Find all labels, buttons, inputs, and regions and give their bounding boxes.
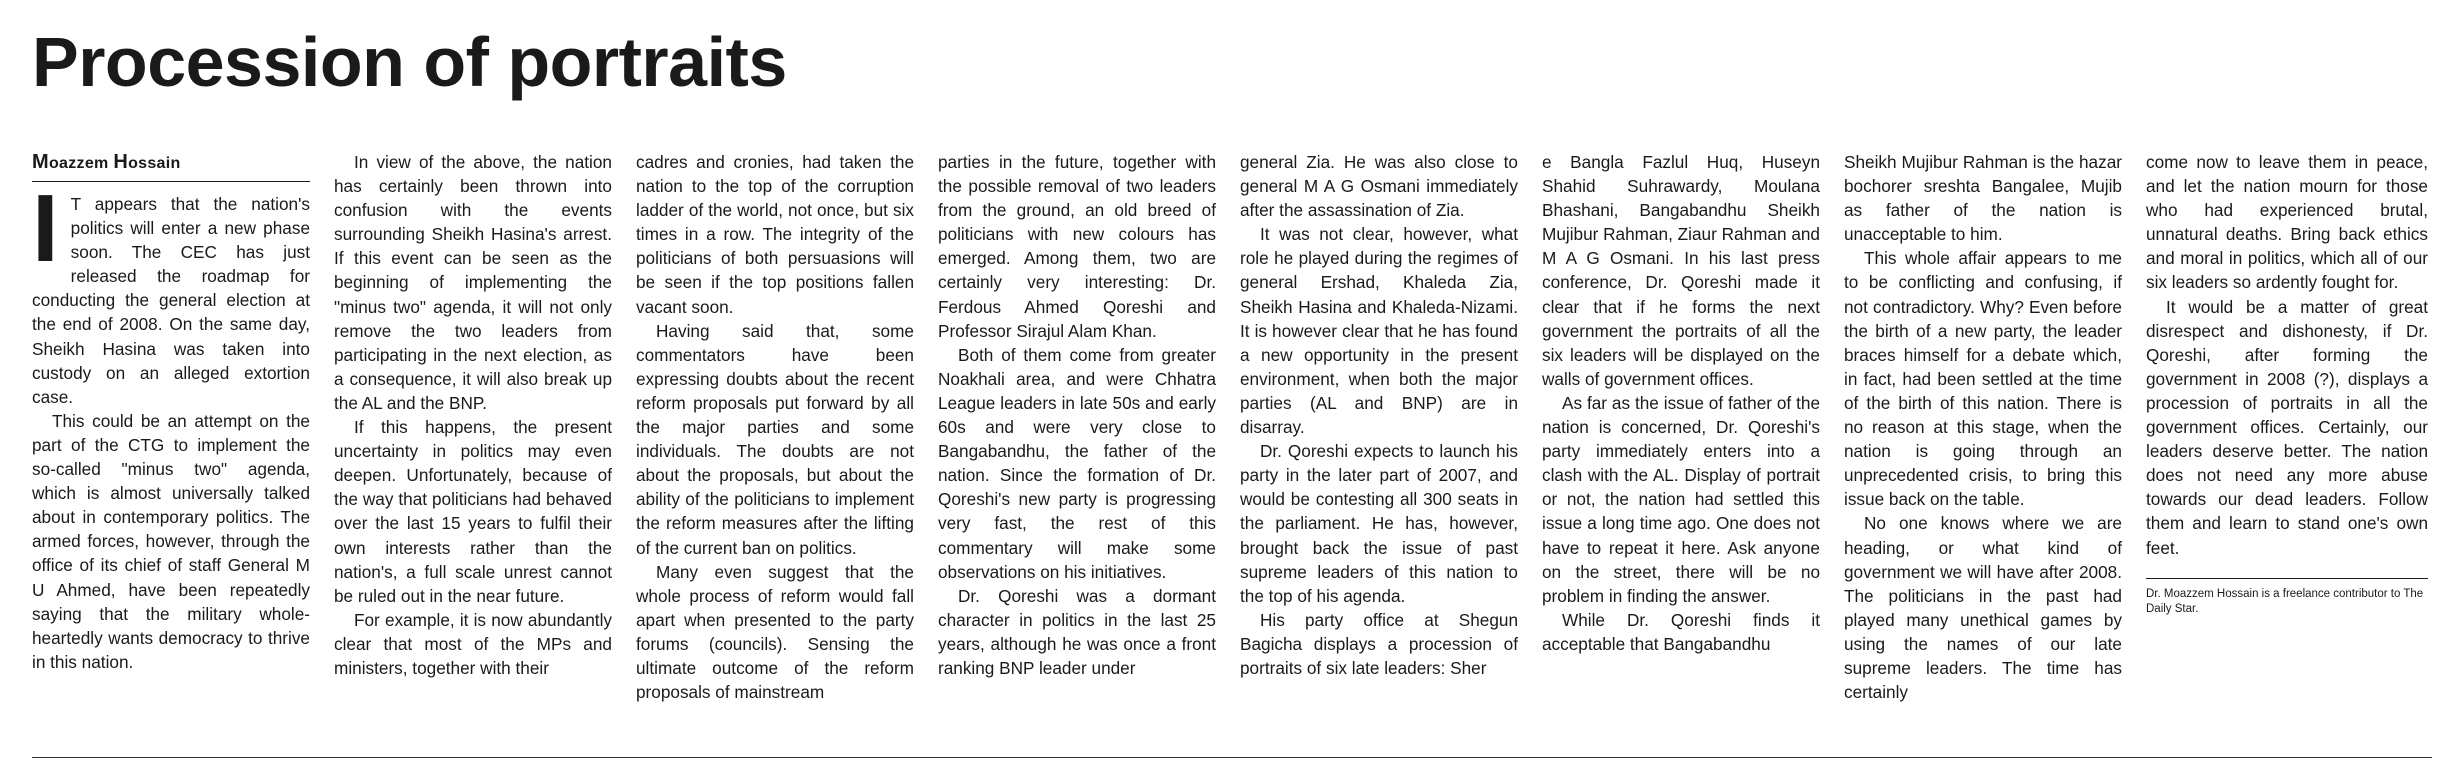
paragraph: This whole affair appears to me to be conflicting and confusing, if not contradictory. Why? Even before the birth of a new party, the leader braces himself for a debate which, in fact, had been settled at the time of the birth of this nation. There is no reason at this stage, when the nation is going through an unprecedented crisis, to bring this issue back on the table. — [1844, 248, 2122, 510]
article-column-3 — [636, 150, 914, 745]
paragraph: In view of the above, the nation has certainly been thrown into confusion with the events surrounding Sheikh Hasina's arrest. If this event can be seen as the beginning of implementing the "minus two" agenda, it will not only remove the two leaders from participating in the next election, as a consequence, it will also break up the AL and the BNP. — [334, 152, 612, 413]
article-column-6 — [1542, 150, 1820, 745]
byline-text: oazzem — [48, 155, 109, 172]
paragraph: As far as the issue of father of the nation is concerned, Dr. Qoreshi's party immediately enters into a clash with the AL. Display of portrait or not, the nation had settled this issue a long time ago. One does not have to repeat it here. Ask anyone on the street, there will be no problem in finding the answer. — [1542, 392, 1820, 606]
byline-text: ossain — [128, 155, 181, 172]
author-note: Dr. Moazzem Hossain is a freelance contributor to The Daily Star. — [2146, 578, 2428, 617]
bottom-rule — [32, 757, 2432, 758]
article-column-8 — [2146, 150, 2428, 745]
paragraph: It was not clear, however, what role he played during the regimes of general Ershad, Khaleda Zia, Sheikh Hasina and Khaleda-Nizami. It is however clear that he has found a new opportunity in the present environment, when both the major parties (AL and BNP) are in disarray. — [1240, 224, 1518, 438]
paragraph: Having said that, some commentators have been expressing doubts about the recent reform proposals put forward by all the major parties and some individuals. The doubts are not about the proposals, but about the ability of the politicians to implement the reform measures after the lifting of the current ban on politics. — [636, 320, 914, 558]
drop-cap: I — [32, 175, 59, 282]
byline — [32, 150, 310, 182]
article-column-7 — [1844, 150, 2122, 745]
article-column-4 — [938, 150, 1216, 745]
byline-initial: H — [113, 151, 129, 173]
paragraph: Sheikh Mujibur Rahman is the hazar bochorer sreshta Bangalee, Mujib as father of the nation is unacceptable to him. — [1844, 152, 2122, 245]
paragraph: Both of them come from greater Noakhali area, and were Chhatra League leaders in late 50s and early 60s and were very close to Bangabandhu, the father of the nation. Since the formation of Dr. Qoreshi's new party is progressing very fast, the rest of this commentary will make some observations on his initiatives. — [938, 344, 1216, 582]
headline: Procession of portraits — [32, 23, 787, 101]
article-column-1 — [32, 150, 310, 745]
paragraph: Dr. Qoreshi expects to launch his party in the later part of 2007, and would be contesting all 300 seats in the parliament. He has, however, brought back the issue of past supreme leaders of this nation to the top of his agenda. — [1240, 441, 1518, 606]
paragraph: His party office at Shegun Bagicha displays a procession of portraits of six late leaders: Sher — [1240, 609, 1518, 678]
article-column-2 — [334, 150, 612, 745]
paragraph: This could be an attempt on the part of the CTG to implement the so-called "minus two" agenda, which is almost universally talked about in contemporary politics. The armed forces, however, through the office of its chief of staff General M U Ahmed, have been repeatedly saying that the military whole-heartedly wants democracy to thrive in this nation. — [32, 410, 310, 672]
byline-initial: M — [32, 151, 49, 173]
paragraph: parties in the future, together with the possible removal of two leaders from the ground, an old breed of politicians with new colours has emerged. Among them, two are certainly very interesting: Dr. Ferdous Ahmed Qoreshi and Professor Sirajul Alam Khan. — [938, 152, 1216, 341]
paragraph: If this happens, the present uncertainty in politics may even deepen. Unfortunately, because of the way that politicians had behaved over the last 15 years to fulfil their own interests rather than the nation's, a full scale unrest cannot be ruled out in the near future. — [334, 417, 612, 606]
paragraph: e Bangla Fazlul Huq, Huseyn Shahid Suhrawardy, Moulana Bhashani, Bangabandhu Sheikh Mujibur Rahman, Ziaur Rahman and M A G Osmani. In his last press conference, Dr. Qoreshi made it clear that if he forms the next government the portraits of all the six leaders will be displayed on the walls of government offices. — [1542, 152, 1820, 389]
paragraph: No one knows where we are heading, or what kind of government we will have after 2008. The politicians in the past had played many unethical games by using the names of our late supreme leaders. The time has certainly — [1844, 513, 2122, 703]
paragraph: general Zia. He was also close to general M A G Osmani immediately after the assassination of Zia. — [1240, 152, 1518, 221]
paragraph: come now to leave them in peace, and let the nation mourn for those who had experienced brutal, unnatural deaths. Bring back ethics and moral in politics, which all of our six leaders so ardently fought for. — [2146, 152, 2428, 293]
paragraph: While Dr. Qoreshi finds it acceptable that Bangabandhu — [1542, 609, 1820, 654]
paragraph: Many even suggest that the whole process of reform would fall apart when presented to the party forums (councils). Sensing the ultimate outcome of the reform proposals of mainstream — [636, 561, 914, 703]
paragraph: Dr. Qoreshi was a dormant character in politics in the last 25 years, although he was once a front ranking BNP leader under — [938, 585, 1216, 678]
paragraph: T appears that the nation's politics will enter a new phase soon. The CEC has just released the roadmap for conducting the general election at the end of 2008. On the same day, Sheikh Hasina was taken into custody on an alleged extortion case. — [32, 194, 310, 407]
article-column-5 — [1240, 150, 1518, 745]
paragraph: It would be a matter of great disrespect and dishonesty, if Dr. Qoreshi, after forming the government in 2008 (?), displays a procession of portraits in all the government offices. Certainly, our leaders deserve better. The nation does not need any more abuse towards our dead leaders. Follow them and learn to stand one's own feet. — [2146, 296, 2428, 558]
paragraph: cadres and cronies, had taken the nation to the top of the corruption ladder of the world, not once, but six times in a row. The integrity of the politicians of both persuasions will be seen if the top positions fallen vacant soon. — [636, 152, 914, 317]
paragraph: For example, it is now abundantly clear that most of the MPs and ministers, together with their — [334, 609, 612, 678]
